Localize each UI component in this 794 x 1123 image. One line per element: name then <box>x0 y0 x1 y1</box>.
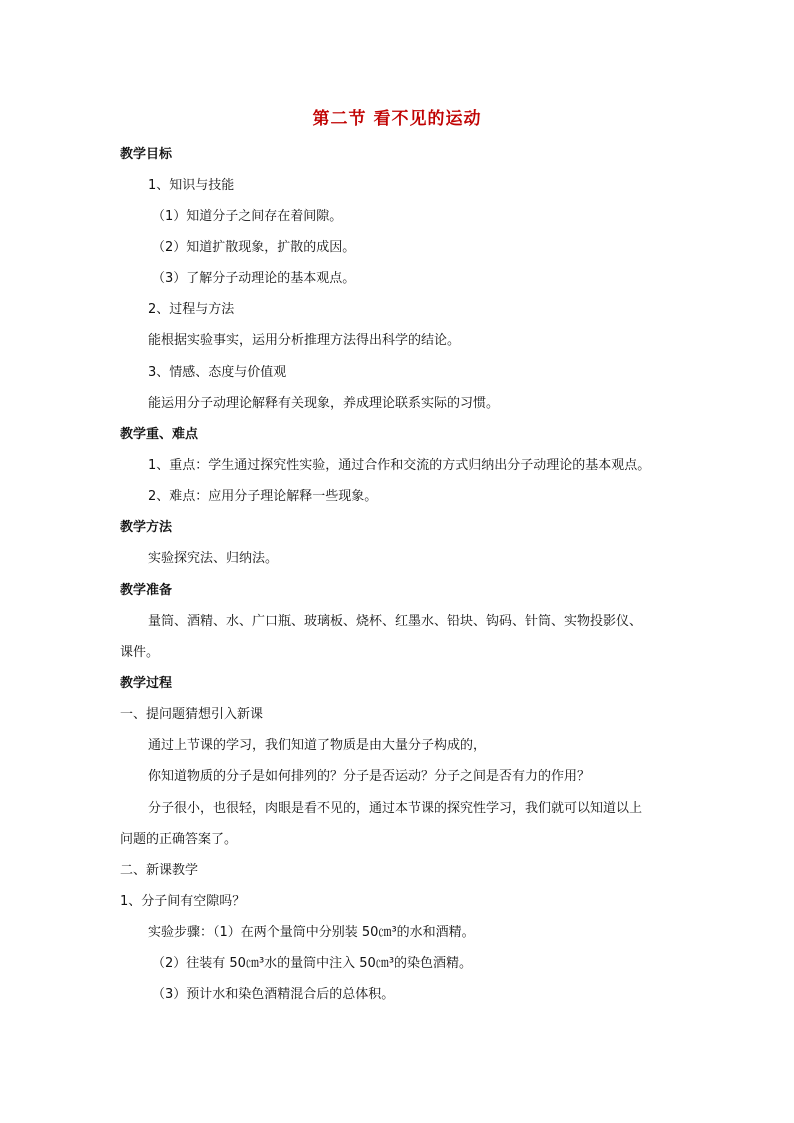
page-title: 第二节 看不见的运动 <box>312 109 482 129</box>
experiment-step-3: （3）预计水和染色酒精混合后的总体积。 <box>152 987 395 1002</box>
methods-text: 实验探究法、归纳法。 <box>148 551 279 566</box>
objective-item-1-2: （2）知道扩散现象，扩散的成因。 <box>152 240 356 255</box>
process-part-1-paragraph-1: 通过上节课的学习，我们知道了物质是由大量分子构成的， <box>148 738 487 753</box>
process-part-1-paragraph-3-line-2: 问题的正确答案了。 <box>120 832 238 847</box>
section-heading-methods: 教学方法 <box>120 520 173 535</box>
process-part-2-title: 二、新课教学 <box>120 863 199 878</box>
process-question-1: 1、分子间有空隙吗？ <box>120 894 246 909</box>
process-part-1-paragraph-3-line-1: 分子很小，也很轻，肉眼是看不见的，通过本节课的探究性学习，我们就可以知道以上 <box>148 801 643 816</box>
section-heading-preparation: 教学准备 <box>120 583 173 598</box>
objective-item-1: 1、知识与技能 <box>148 178 235 193</box>
key-point-2: 2、难点：应用分子理论解释一些现象。 <box>148 489 378 504</box>
objective-item-2: 2、过程与方法 <box>148 302 235 317</box>
key-point-1: 1、重点：学生通过探究性实验，通过合作和交流的方式归纳出分子动理论的基本观点。 <box>148 458 651 473</box>
section-heading-process: 教学过程 <box>120 676 173 691</box>
experiment-step-1: 实验步骤：（1）在两个量筒中分别装 50㎝³的水和酒精。 <box>148 925 475 940</box>
objective-item-3: 3、情感、态度与价值观 <box>148 365 287 380</box>
preparation-text-line-1: 量筒、酒精、水、广口瓶、玻璃板、烧杯、红墨水、铅块、钩码、针筒、实物投影仪、 <box>148 614 643 629</box>
process-part-1-title: 一、提问题猜想引入新课 <box>120 707 264 722</box>
section-heading-objectives: 教学目标 <box>120 147 173 162</box>
experiment-step-2: （2）往装有 50㎝³水的量筒中注入 50㎝³的染色酒精。 <box>152 956 473 971</box>
objective-item-3-text: 能运用分子动理论解释有关现象，养成理论联系实际的习惯。 <box>148 396 500 411</box>
preparation-text-line-2: 课件。 <box>120 645 160 660</box>
objective-item-2-text: 能根据实验事实，运用分析推理方法得出科学的结论。 <box>148 333 461 348</box>
process-part-1-paragraph-2: 你知道物质的分子是如何排列的？分子是否运动？分子之间是否有力的作用？ <box>148 769 591 784</box>
section-heading-key-points: 教学重、难点 <box>120 427 199 442</box>
objective-item-1-1: （1）知道分子之间存在着间隙。 <box>152 209 343 224</box>
objective-item-1-3: （3）了解分子动理论的基本观点。 <box>152 271 356 286</box>
